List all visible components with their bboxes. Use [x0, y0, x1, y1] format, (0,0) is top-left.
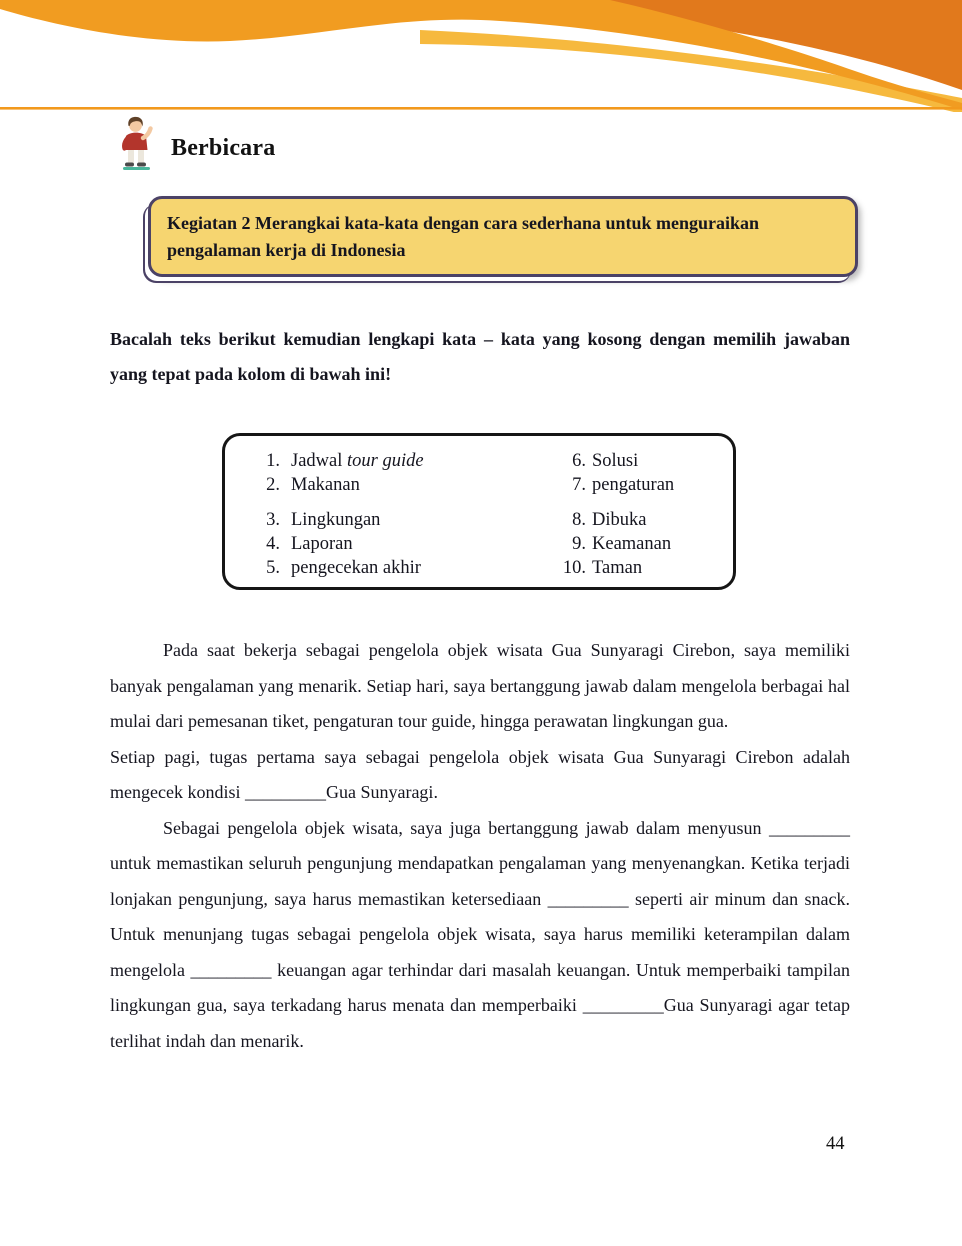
word-bank-item-number: 7. [572, 475, 586, 495]
section-heading [118, 114, 275, 172]
word-bank-item-text-plain: Jadwal [291, 451, 347, 471]
word-bank-item-number: 8. [572, 510, 586, 530]
passage-paragraph-1: Pada saat bekerja sebagai pengelola objek wisata Gua Sunyaragi Cirebon, saya memiliki banyak pengalaman yang menarik. Setiap hari, saya bertanggung jawab dalam mengelola berbagai hal mulai dari pemesanan tiket, pengaturan tour guide, hingga perawatan lingkungan gua. [110, 640, 850, 731]
activity-callout-box [148, 196, 858, 277]
word-bank-left-column [251, 449, 551, 587]
word-bank-item-number: 3. [266, 510, 280, 530]
word-bank-item [251, 449, 551, 473]
word-bank-item [555, 473, 674, 497]
word-bank-item [251, 532, 551, 556]
page-number: 44 [826, 1134, 845, 1154]
banner-rule-line [0, 107, 962, 110]
passage-paragraph-3: Sebagai pengelola objek wisata, saya juga bertanggung jawab dalam menyusun _________ untuk memastikan seluruh pengunjung mendapatkan pengalaman yang menyenangkan. Ketika terjadi lonjakan pengunjung, saya harus memastikan ketersediaan _________ seperti air minum dan snack. Untuk menunjang tugas sebagai pengelola objek wisata, saya harus memiliki keterampilan dalam mengelola _________ keuangan agar terhindar dari masalah keuangan. Untuk memperbaiki tampilan lingkungan gua, saya terkadang harus menata dan memperbaiki _________Gua Sunyaragi agar tetap terlihat indah dan menarik. [110, 817, 850, 1051]
word-bank-item [555, 532, 674, 556]
word-bank-item-text: Makanan [291, 475, 360, 495]
passage-paragraph-2: Setiap pagi, tugas pertama saya sebagai pengelola objek wisata Gua Sunyaragi Cirebon adalah mengecek kondisi _________Gua Sunyaragi. [110, 746, 850, 802]
instruction-text: Bacalah teks berikut kemudian lengkapi kata – kata yang kosong dengan memilih jawaban yang tepat pada kolom di bawah ini! [110, 329, 850, 384]
page-title: Berbicara [171, 134, 276, 161]
speaking-person-icon [118, 114, 156, 172]
word-bank-item [555, 449, 674, 473]
word-bank-item [555, 508, 674, 532]
word-bank-item [251, 473, 551, 497]
word-bank-item-number: 1. [266, 451, 280, 471]
word-bank-item [555, 556, 674, 580]
header-banner-graphic [0, 0, 962, 112]
word-bank-item-text [291, 449, 424, 473]
word-bank-item-text: pengaturan [592, 475, 675, 495]
word-bank-item-text: Lingkungan [291, 510, 381, 530]
word-bank-item [251, 556, 551, 580]
word-bank-item-number: 6. [572, 451, 586, 471]
word-bank-right-column [555, 449, 674, 587]
activity-callout-text: Kegiatan 2 Merangkai kata-kata dengan cara sederhana untuk menguraikan pengalaman kerja di Indonesia [167, 213, 760, 260]
word-bank-item-number: 9. [572, 534, 586, 554]
word-bank-item-number: 2. [266, 475, 280, 495]
word-bank-item-text: Taman [592, 558, 643, 578]
word-bank-item-number: 4. [266, 534, 280, 554]
word-bank-item-text: Dibuka [592, 510, 647, 530]
word-bank-item-number: 10. [562, 558, 586, 578]
word-bank-box [222, 433, 736, 590]
word-bank-item [251, 508, 551, 532]
word-bank-item-text: Keamanan [592, 534, 672, 554]
passage [110, 633, 850, 1059]
word-bank-item-text-italic: tour guide [347, 451, 424, 471]
word-bank-item-number: 5. [266, 558, 280, 578]
word-bank-item-text: pengecekan akhir [291, 558, 421, 578]
word-bank-item-text: Solusi [592, 451, 639, 471]
word-bank-item-text: Laporan [291, 534, 353, 554]
